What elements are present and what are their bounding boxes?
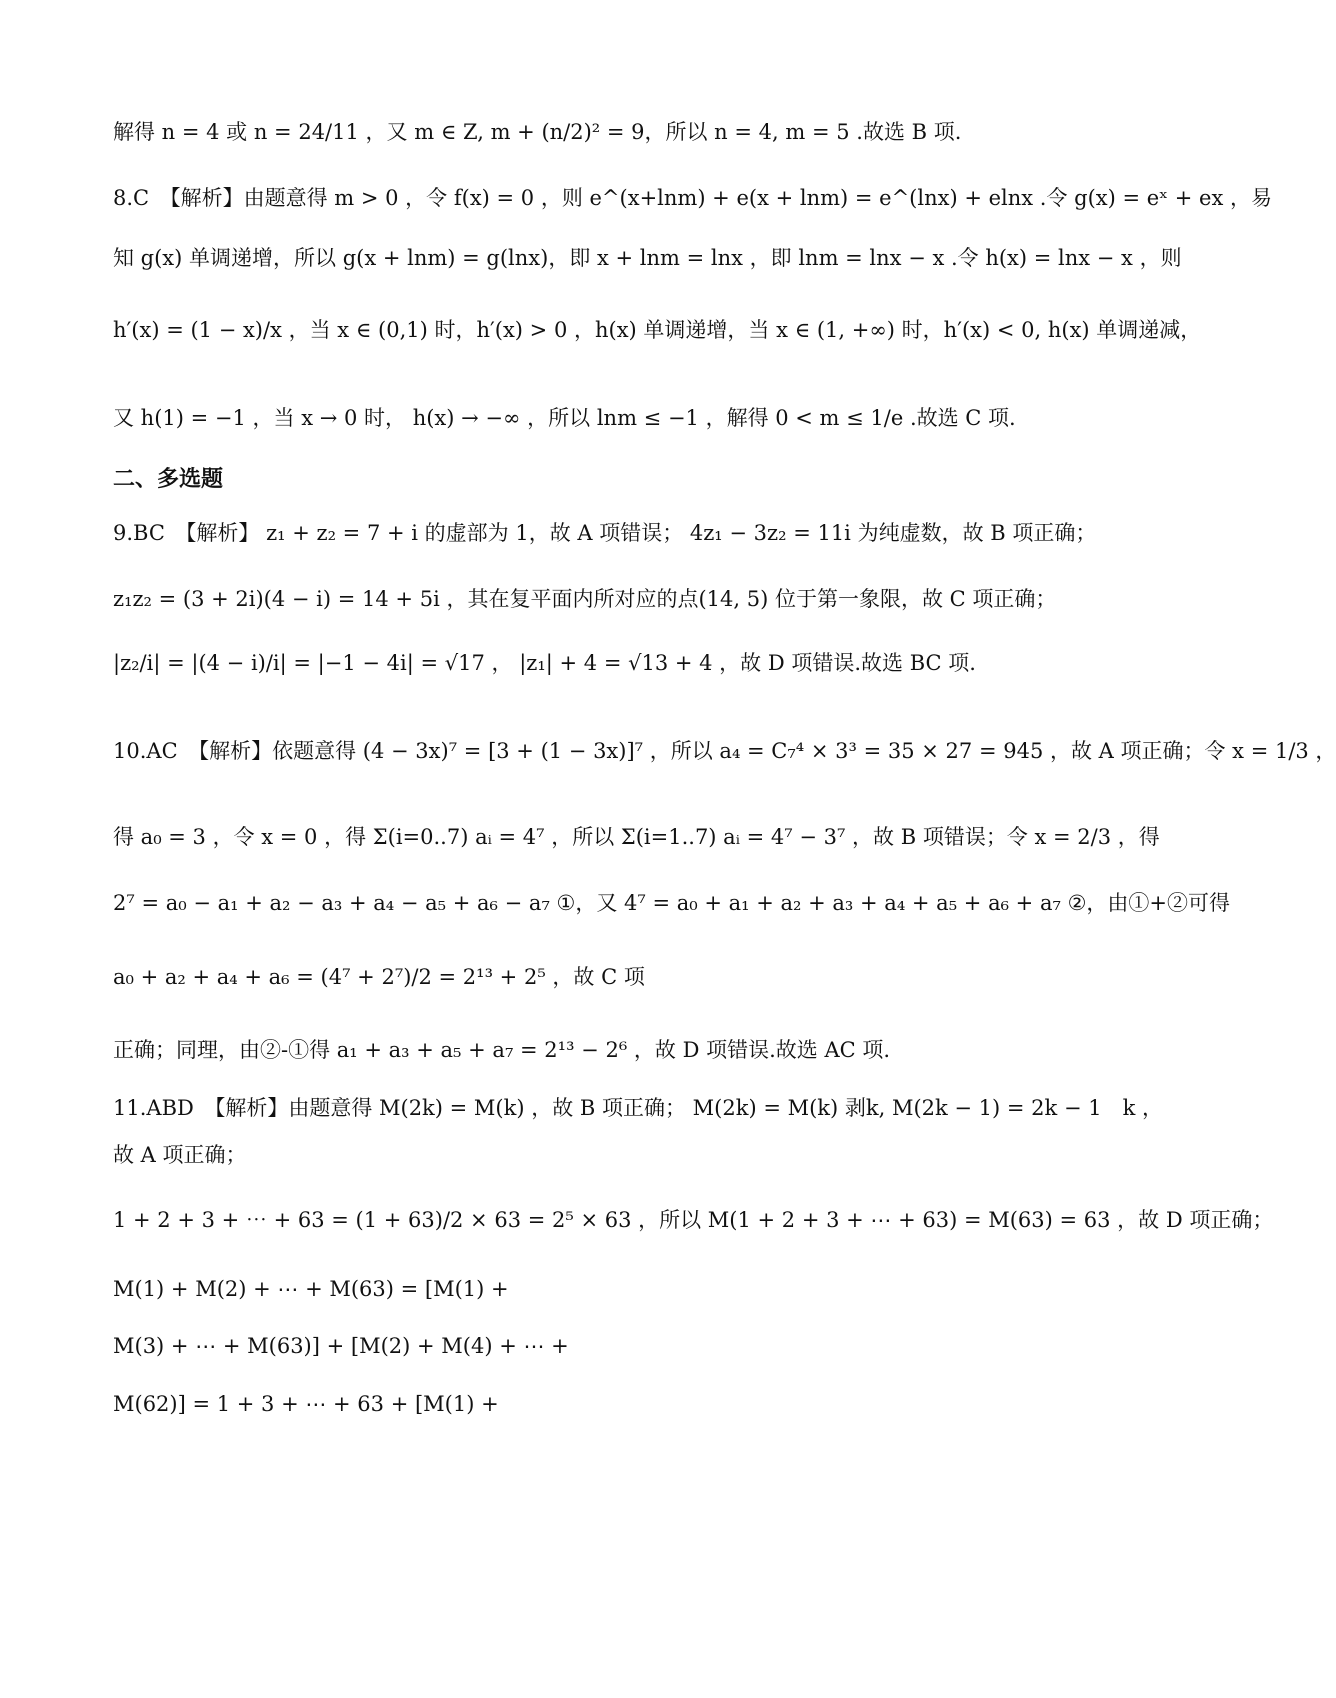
text-line-q8-cont: 知 g(x) 单调递增，所以 g(x + lnm) = g(lnx)，即 x + lnm = lnx ，即 lnm = lnx − x .令 h(x) = lnx − x ，则 [113, 246, 1182, 270]
text-line-q9-cont: z₁z₂ = (3 + 2i)(4 − i) = 14 + 5i ，其在复平面内所对应的点(14, 5) 位于第一象限，故 C 项正确； [113, 587, 1057, 611]
text-line-q11-cont-2: 1 + 2 + 3 + ⋯ + 63 = (1 + 63)/2 × 63 = 2⁵ × 63 ，所以 M(1 + 2 + 3 + ⋯ + 63) = M(63) = 63 ，故 D 项正确； [113, 1208, 1274, 1232]
text-line-q10-cont-2: 2⁷ = a₀ − a₁ + a₂ − a₃ + a₄ − a₅ + a₆ − a₇ ①，又 4⁷ = a₀ + a₁ + a₂ + a₃ + a₄ + a₅ + a₆ + a₇ ②，由①+②可得 [113, 891, 1230, 915]
text-line-q11-cont-5: M(62)] = 1 + 3 + ⋯ + 63 + [M(1) + [113, 1392, 499, 1416]
section-heading-multiple-choice: 二、多选题 [113, 467, 224, 492]
text-line-q10-cont-3: a₀ + a₂ + a₄ + a₆ = (4⁷ + 2⁷)/2 = 2¹³ + 2⁵ ，故 C 项 [113, 965, 645, 989]
text-line-q10-start: 10.AC 【解析】依题意得 (4 − 3x)⁷ = [3 + (1 − 3x)]⁷ ，所以 a₄ = C₇⁴ × 3³ = 35 × 27 = 945 ，故 A 项正确；令 x = 1/3 ， [113, 739, 1336, 763]
text-line-q9-start: 9.BC 【解析】 z₁ + z₂ = 7 + i 的虚部为 1，故 A 项错误； 4z₁ − 3z₂ = 11i 为纯虚数，故 B 项正确； [113, 521, 1097, 545]
text-line-solution-7-end: 解得 n = 4 或 n = 24/11 ，又 m ∈ Z, m + (n/2)² = 9，所以 n = 4, m = 5 .故选 B 项. [113, 120, 962, 144]
text-line-q8-start: 8.C 【解析】由题意得 m > 0 ，令 f(x) = 0 ，则 e^(x+lnm) + e(x + lnm) = e^(lnx) + elnx .令 g(x) = eˣ + ex ，易 [113, 186, 1272, 210]
text-line-q10-cont-1: 得 a₀ = 3 ，令 x = 0 ，得 Σ(i=0..7) aᵢ = 4⁷ ，所以 Σ(i=1..7) aᵢ = 4⁷ − 3⁷ ，故 B 项错误；令 x = 2/3 ，得 [113, 825, 1160, 849]
text-line-q8-derivative: h′(x) = (1 − x)/x ，当 x ∈ (0,1) 时，h′(x) > 0 ，h(x) 单调递增，当 x ∈ (1, +∞) 时，h′(x) < 0, h(x) 单调递减， [113, 318, 1202, 342]
text-line-q11-cont-4: M(3) + ⋯ + M(63)] + [M(2) + M(4) + ⋯ + [113, 1334, 569, 1358]
text-line-q10-end: 正确；同理，由②-①得 a₁ + a₃ + a₅ + a₇ = 2¹³ − 2⁶ ，故 D 项错误.故选 AC 项. [113, 1038, 891, 1062]
text-line-q8-end: 又 h(1) = −1 ，当 x → 0 时， h(x) → −∞ ，所以 lnm ≤ −1 ，解得 0 < m ≤ 1/e .故选 C 项. [113, 406, 1016, 430]
text-line-q11-cont-3: M(1) + M(2) + ⋯ + M(63) = [M(1) + [113, 1277, 509, 1301]
text-line-q11-start: 11.ABD 【解析】由题意得 M(2k) = M(k) ，故 B 项正确； M(2k) = M(k) 剥k, M(2k − 1) = 2k − 1 k ， [113, 1096, 1163, 1120]
text-line-q11-cont-1: 故 A 项正确； [113, 1143, 247, 1167]
text-line-q9-end: |z₂/i| = |(4 − i)/i| = |−1 − 4i| = √17 ， |z₁| + 4 = √13 + 4 ，故 D 项错误.故选 BC 项. [113, 651, 976, 675]
